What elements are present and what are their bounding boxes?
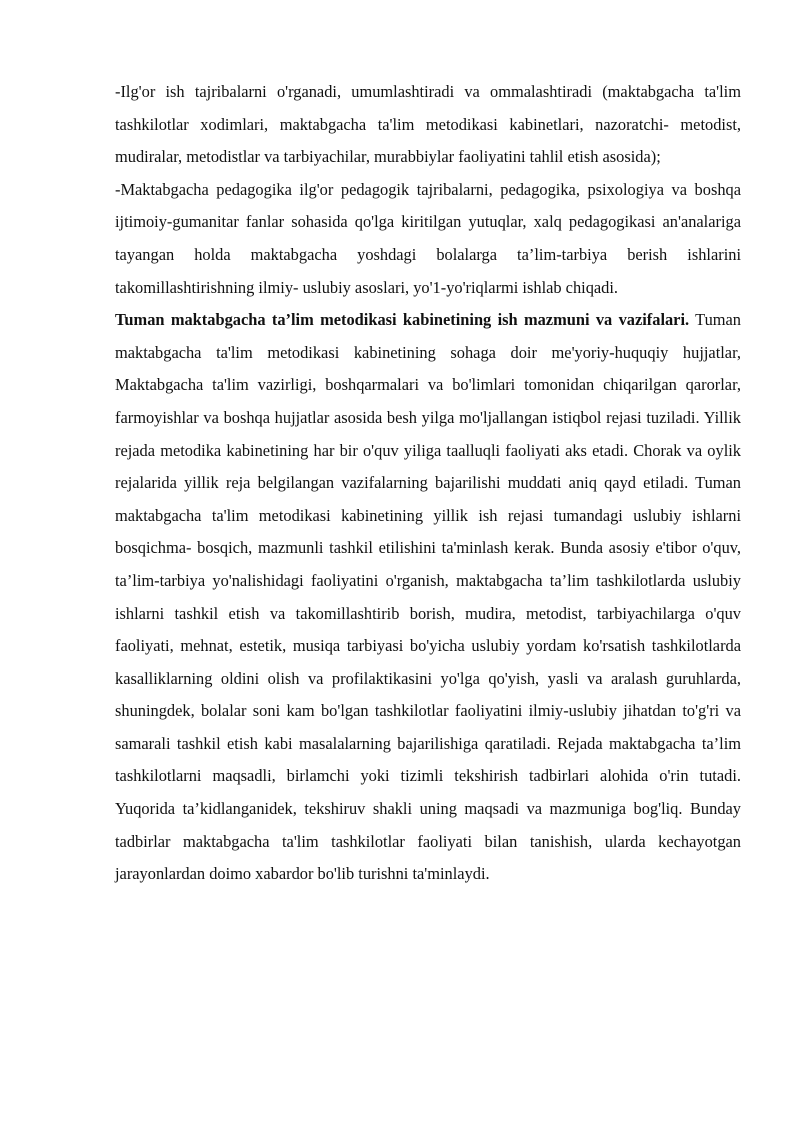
paragraph-pedagogy: -Maktabgacha pedagogika ilg'or pedagogik tajribalarni, pedagogika, psixologiya va boshqa ijtimoiy-gumanitar fanlar sohasida qo'lga kiritilgan yutuqlar, xalq pedagogikasi an'analariga tayangan holda maktabgacha yoshdagi bolalarga ta’lim-tarbiya berish ishlarini takomillashtirishning ilmiy- uslubiy asoslari, yo'1-yo'riqlarmi ishlab chiqadi.: [115, 179, 741, 297]
section-heading: Tuman maktabgacha ta’lim metodikasi kabinetining ish mazmuni va vazifalari.: [115, 310, 690, 330]
paragraph-experience: -Ilg'or ish tajribalarni o'rganadi, umumlashtiradi va ommalashtiradi (maktabgacha ta'lim tashkilotlar xodimlari, maktabgacha ta'lim metodikasi kabinetlari, nazoratchi- metodist, mudiralar, metodistlar va tarbiyachilar, murabbiylar faoliyatini tahlil etish asosida);: [115, 82, 741, 167]
paragraph-district-cabinet: [115, 304, 741, 891]
document-page: [115, 76, 741, 891]
section-body: Tuman maktabgacha ta'lim metodikasi kabinetining sohaga doir me'yoriy-huquqiy hujjatlar, Maktabgacha ta'lim vazirligi, boshqarmalari va bo'limlari tomonidan chiqarilgan qarorlar, farmoyishlar va boshqa hujjatlar asosida besh yilga mo'ljallangan istiqbol rejasi tuziladi. Yillik rejada metodika kabinetining har bir o'quv yiliga taalluqli faoliyati aks etadi. Chorak va oylik rejalarida yillik reja belgilangan vazifalarning bajarilishi muddati aniq qayd etiladi. Tuman maktabgacha ta'lim metodikasi kabinetining yillik ish rejasi tumandagi uslubiy ishlarni bosqichma- bosqich, mazmunli tashkil etilishini ta'minlash kerak. Bunda asosiy e'tibor o'quv, ta’lim-tarbiya yo'nalishidagi faoliyatini o'rganish, maktabgacha ta’lim tashkilotlarda uslubiy ishlarni tashkil etish va takomillashtirib borish, mudira, metodist, tarbiyachilarga o'quv faoliyati, mehnat, estetik, musiqa tarbiyasi bo'yicha uslubiy yordam ko'rsatish tashkilotlarda kasalliklarning oldini olish va profilaktikasini yo'lga qo'yish, yasli va aralash guruhlarda, shuningdek, bolalar soni kam bo'lgan tashkilotlar faoliyatini ilmiy-uslubiy jihatdan to'g'ri va samarali tashkil etish kabi masalalarning bajarilishiga qaratiladi. Rejada maktabgacha ta’lim tashkilotlarni maqsadli, birlamchi yoki tizimli tekshirish tadbirlari alohida o'rin tutadi. Yuqorida ta’kidlanganidek, tekshiruv shakli uning maqsadi va mazmuniga bog'liq. Bunday tadbirlar maktabgacha ta'lim tashkilotlar faoliyati bilan tanishish, ularda kechayotgan jarayonlardan doimo xabardor bo'lib turishni ta'minlaydi.: [115, 310, 742, 884]
